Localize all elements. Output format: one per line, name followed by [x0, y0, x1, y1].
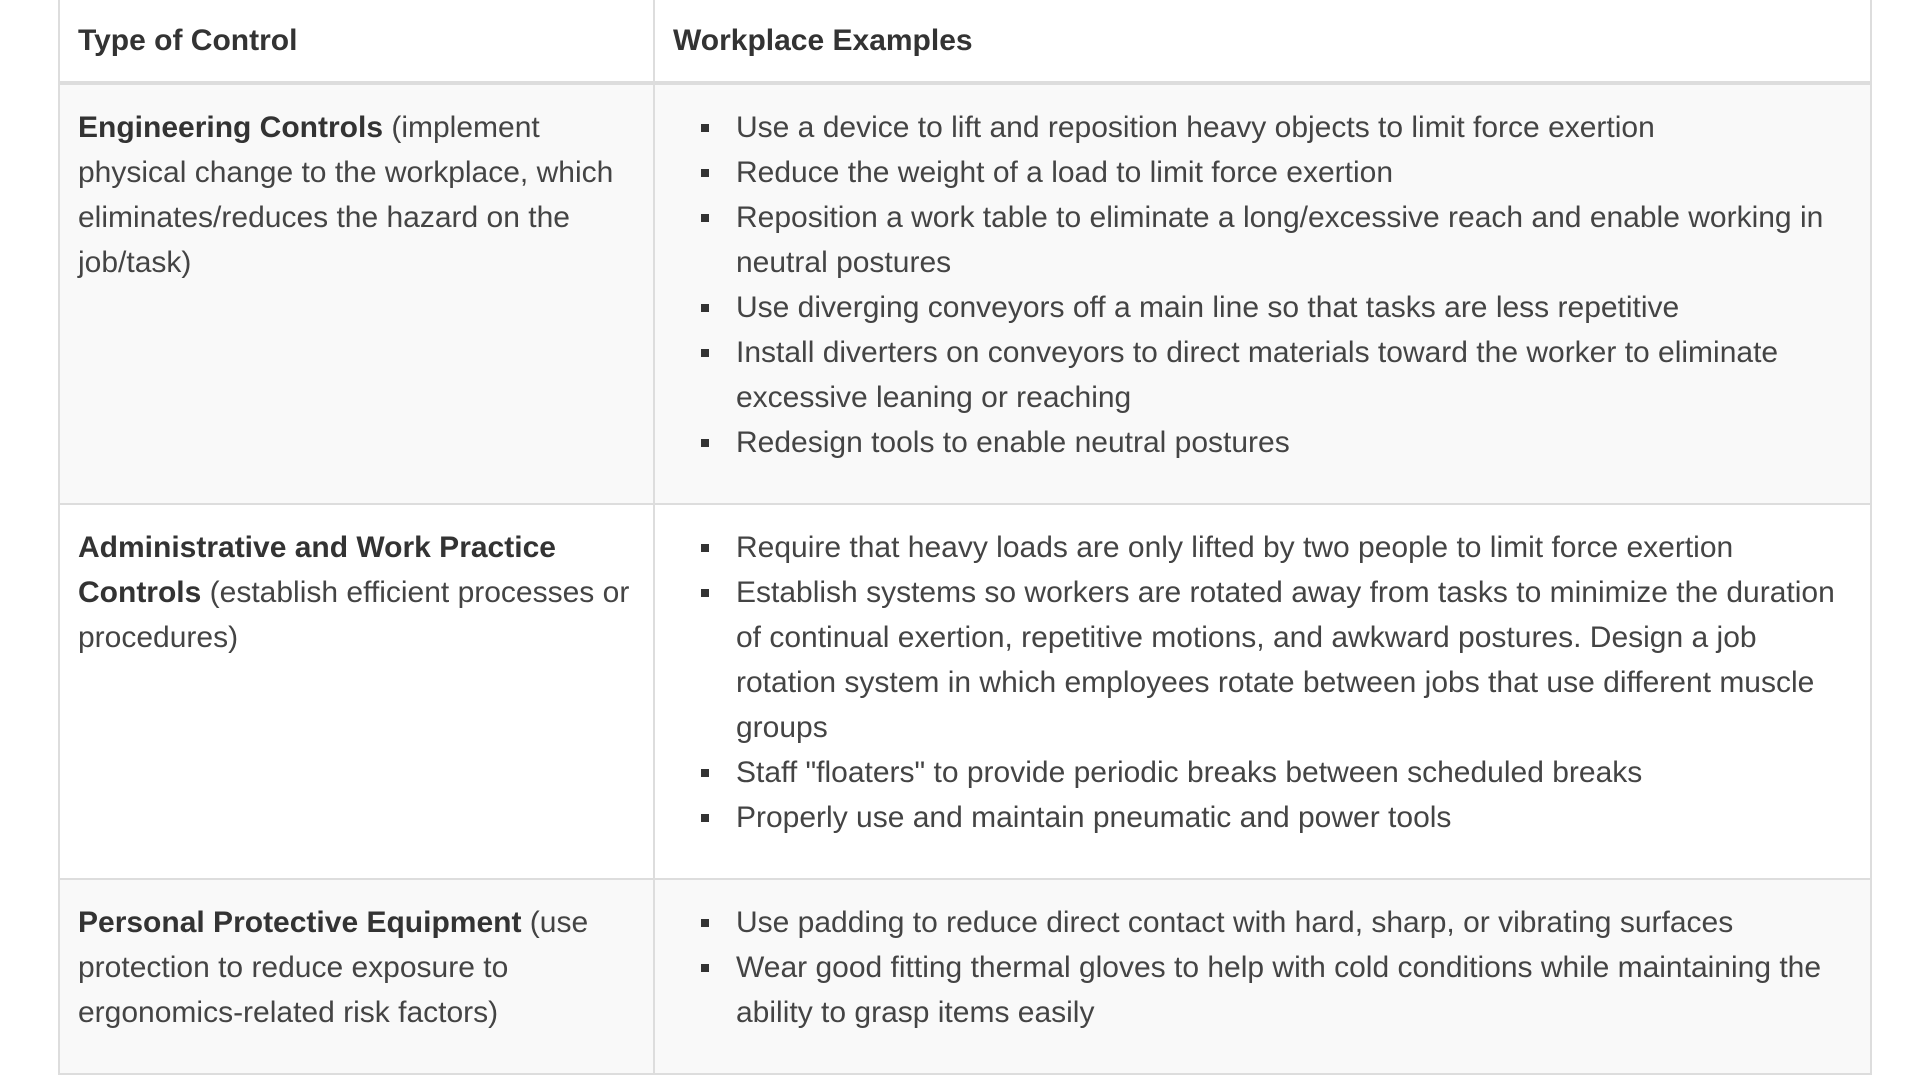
table-row-administrative-controls: [59, 504, 1871, 879]
list-item: Reposition a work table to eliminate a long/excessive reach and enable working in neutral postures: [701, 195, 1852, 285]
controls-table: [58, 0, 1872, 1075]
list-item: Use diverging conveyors off a main line so that tasks are less repetitive: [701, 285, 1852, 330]
control-type-description: (implement physical change to the workplace, which eliminates/reduces the hazard on the job/task): [78, 111, 614, 279]
type-cell: [59, 83, 654, 504]
controls-table-container: [58, 0, 1870, 1075]
control-type-name: Administrative and Work Practice Controls: [78, 531, 556, 609]
examples-cell: [654, 83, 1871, 504]
header-workplace-examples: Workplace Examples: [654, 0, 1871, 83]
examples-list: [673, 525, 1852, 840]
list-item: Use a device to lift and reposition heavy objects to limit force exertion: [701, 105, 1852, 150]
table-row-engineering-controls: [59, 83, 1871, 504]
square-bullet-icon: [701, 589, 709, 597]
square-bullet-icon: [701, 919, 709, 927]
examples-list: [673, 105, 1852, 465]
list-item: Require that heavy loads are only lifted by two people to limit force exertion: [701, 525, 1852, 570]
control-type-description: (establish efficient processes or procedures): [78, 576, 630, 654]
header-type-of-control: Type of Control: [59, 0, 654, 83]
list-item: Redesign tools to enable neutral postures: [701, 420, 1852, 465]
square-bullet-icon: [701, 964, 709, 972]
list-item: Properly use and maintain pneumatic and power tools: [701, 795, 1852, 840]
list-item: Staff "floaters" to provide periodic breaks between scheduled breaks: [701, 750, 1852, 795]
square-bullet-icon: [701, 169, 709, 177]
list-item: Reduce the weight of a load to limit force exertion: [701, 150, 1852, 195]
control-type-description: (use protection to reduce exposure to ergonomics-related risk factors): [78, 906, 589, 1029]
examples-cell: [654, 504, 1871, 879]
square-bullet-icon: [701, 124, 709, 132]
square-bullet-icon: [701, 814, 709, 822]
table-row-personal-protective-equipment: [59, 879, 1871, 1074]
type-cell: [59, 504, 654, 879]
control-type-name: Personal Protective Equipment: [78, 906, 522, 939]
list-item: Install diverters on conveyors to direct materials toward the worker to eliminate excessive leaning or reaching: [701, 330, 1852, 420]
control-type-name: Engineering Controls: [78, 111, 384, 144]
list-item: Establish systems so workers are rotated away from tasks to minimize the duration of continual exertion, repetitive motions, and awkward postures. Design a job rotation system in which employees rotate between jobs that use different muscle groups: [701, 570, 1852, 750]
examples-list: [673, 900, 1852, 1035]
table-header-row: [59, 0, 1871, 83]
square-bullet-icon: [701, 349, 709, 357]
square-bullet-icon: [701, 214, 709, 222]
examples-cell: [654, 879, 1871, 1074]
square-bullet-icon: [701, 769, 709, 777]
list-item: Wear good fitting thermal gloves to help with cold conditions while maintaining the ability to grasp items easily: [701, 945, 1852, 1035]
square-bullet-icon: [701, 544, 709, 552]
square-bullet-icon: [701, 304, 709, 312]
square-bullet-icon: [701, 439, 709, 447]
list-item: Use padding to reduce direct contact with hard, sharp, or vibrating surfaces: [701, 900, 1852, 945]
type-cell: [59, 879, 654, 1074]
